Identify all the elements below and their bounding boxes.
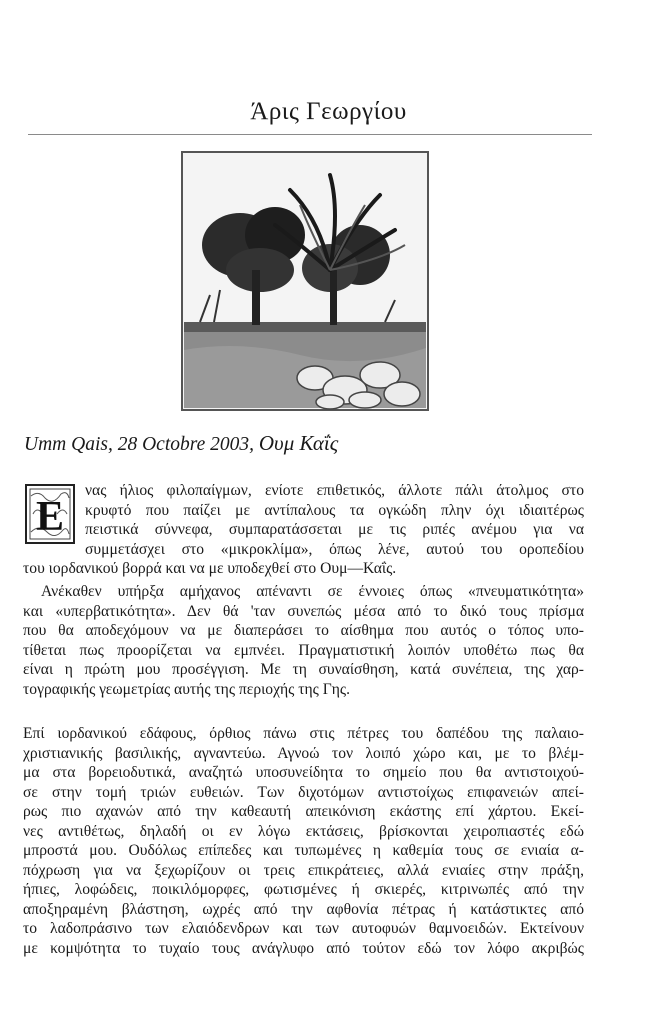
caption-greek: Ουμ Καΐς (258, 431, 339, 455)
text-line: συμμετάσχει στο «μικροκλίμα», όπως λένε, αυτού του οροπεδίου (85, 540, 584, 558)
text-line: τογραφικής γεωμετρίας αυτής της περιοχής της Γης. (23, 680, 350, 698)
text-line: τίθεται πως προορίζεται να εμπνέει. Πραγματιστική λοιπόν υποθέτω πως θα (23, 641, 584, 659)
header-rule (28, 134, 592, 135)
author-heading: Άρις Γεωργίου (250, 98, 407, 125)
text-line: είναι η πρώτη μου προσέγγιση. Με τη συναίσθηση, κατά συνέπεια, της χαρ- (23, 661, 584, 678)
painting-svg (180, 150, 430, 412)
text-line: χριστιανικής βασιλικής, αγναντεύω. Αγνοώ τον λοιπό χώρο και, με το βλέμ- (23, 744, 584, 762)
caption-latin: Umm Qais, 28 Octobre 2003, (24, 434, 255, 455)
text-line: μπροστά μου. Ουδόλως επίπεδες και τυπωμένες η καθεμία τους σε ενιαία α- (23, 842, 584, 859)
drop-cap-letter: Ε (35, 494, 65, 540)
paragraph-2 (23, 582, 584, 699)
text-line: μα στα βορειοδυτικά, αναζητώ υποσυνείδητα το σημείο που θα αντιστοιχού- (23, 764, 584, 781)
text-line: νες αντιθέτως, δηλαδή οι εν λόγω εκτάσεις, βρίσκονται χειροπιαστές εδώ (23, 822, 584, 840)
text-line: πόχρωση για να ξεχωρίζουν οι τρεις επικράτειες, αλλά ενιαίες στην πράξη, (23, 861, 584, 879)
text-line: κρυφτό που παίζει με αντίπαλους τα ογκώδη πλην όχι ιδιαιτέρως (85, 501, 584, 519)
paragraph-1 (23, 481, 584, 579)
text-line: του ιορδανικού βορρά και να με υποδεχθεί στο Ουμ—Καΐς. (23, 560, 397, 577)
text-line: πειστικά σύννεφα, συμπαρατάσσεται με τις ριπές ανέμου για να (85, 521, 584, 538)
text-line: Ανέκαθεν υπήρξα αμήχανος απέναντι σε έννοιες όπως «πνευματικότητα» (41, 583, 584, 600)
paragraph-3 (23, 724, 584, 958)
text-line: το λαδοπράσινο των ελαιόδενδρων και των αυτοφυών θαμνοειδών. Εκτείνουν (23, 920, 584, 937)
text-line: ρως πιο αχανών από την καθεαυτή απεικόνιση εκάστης επί χάρτου. Εκεί- (23, 803, 584, 820)
text-line: με κομψότητα το τυχαίο τους ανάγλυφο από τούτον εδώ τον λόφο ακριβώς (23, 939, 584, 957)
text-line: νας ήλιος φιλοπαίγμων, ενίοτε επιθετικός, άλλοτε πάλι άτολμος στο (85, 482, 584, 499)
text-line: αποξηραμένη βλάστηση, ωχρές από την αφθονία πέτρας ή κατάστικτες από (23, 900, 584, 918)
place-date-caption (24, 431, 338, 456)
text-line: σε στην τομή τριών ευθειών. Των διχοτόμων αντιστοίχως επιφανειών απεί- (23, 783, 584, 801)
text-line: και «υπερβατικότητα». Δεν θά 'ταν συνεπώς μέσα από το δικό τους πρίσμα (23, 602, 584, 620)
illustration-painting (180, 150, 430, 412)
text-line: που θα αποδεχόμουν να με διαπεράσει το αίσθημα που αυτός ο τόπος υπο- (23, 622, 584, 639)
text-line: Επί ιορδανικού εδάφους, όρθιος πάνω στις πέτρες του δαπέδου της παλαιο- (23, 725, 584, 742)
text-line: ήπιες, λοφώδεις, ποικιλόμορφες, φωτισμένες ή σκιερές, κιτρινωπές από την (23, 881, 584, 898)
